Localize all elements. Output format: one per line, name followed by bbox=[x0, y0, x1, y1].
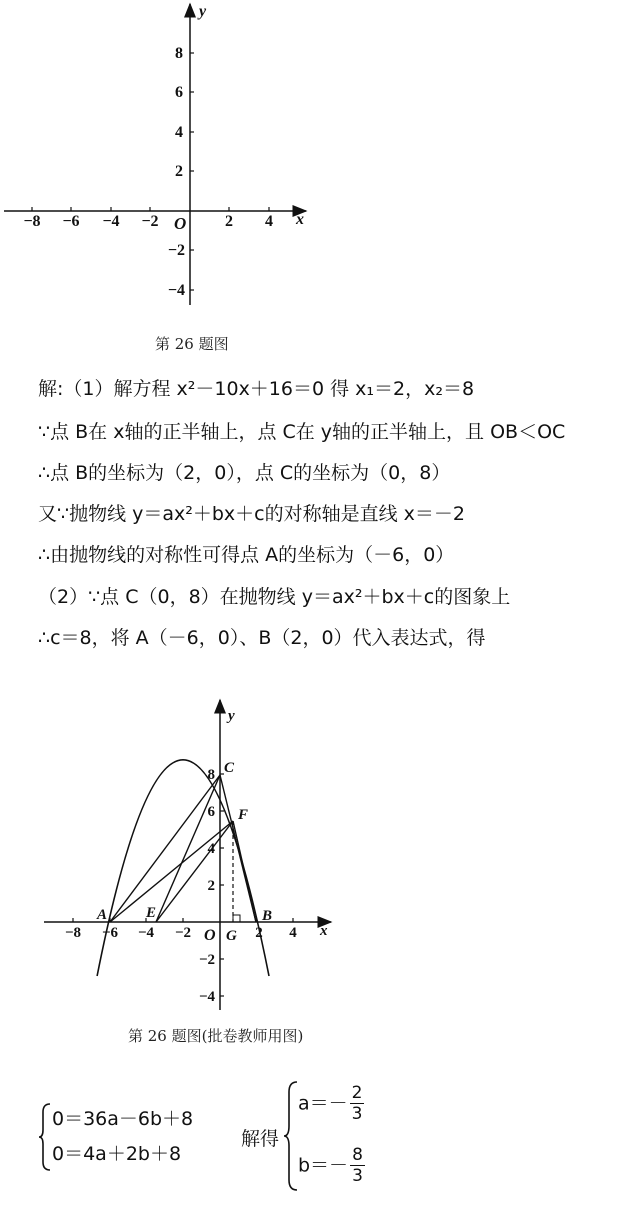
x-tick-label: 4 bbox=[289, 925, 297, 941]
point-label-f: F bbox=[238, 807, 249, 823]
x-tick-label: 2 bbox=[255, 925, 263, 941]
left-brace bbox=[38, 1102, 52, 1172]
solution-line-2: ∵点 B在 x轴的正半轴上，点 C在 y轴的正半轴上，且 OB＜OC bbox=[38, 421, 566, 443]
fraction-b-numerator: 8 bbox=[352, 1145, 363, 1165]
y-tick-label: 8 bbox=[207, 767, 215, 783]
fraction-a-numerator: 2 bbox=[351, 1083, 363, 1103]
figure-1-axes bbox=[0, 0, 640, 320]
fraction-a-denominator: 3 bbox=[351, 1104, 363, 1124]
solution-line-4: 又∵抛物线 y＝ax²＋bx＋c的对称轴是直线 x＝－2 bbox=[38, 503, 465, 525]
x-tick-label: −6 bbox=[101, 925, 119, 941]
fraction-a bbox=[350, 1083, 365, 1124]
figure-2-graph bbox=[0, 690, 640, 1020]
x-tick-label: 2 bbox=[225, 213, 233, 230]
fraction-b-denominator: 3 bbox=[352, 1166, 363, 1186]
x-tick-label: −6 bbox=[62, 213, 80, 230]
equation-2: 0＝4a＋2b＋8 bbox=[52, 1143, 182, 1165]
y-axis-label: y bbox=[199, 3, 207, 20]
solution-line-5: ∴由抛物线的对称性可得点 A的坐标为（－6，0） bbox=[38, 544, 455, 566]
equation-1: 0＝36a－6b＋8 bbox=[52, 1108, 194, 1130]
x-axis-label: x bbox=[320, 923, 328, 939]
y-tick-label: 4 bbox=[175, 124, 183, 141]
y-axis-label: y bbox=[228, 708, 235, 724]
fraction-b bbox=[350, 1145, 365, 1186]
x-tick-label: −8 bbox=[64, 925, 82, 941]
x-tick-label: −4 bbox=[137, 925, 155, 941]
solution-line-1: 解:（1）解方程 x²－10x＋16＝0 得 x₁＝2，x₂＝8 bbox=[38, 378, 475, 400]
solution-b-lhs: b＝－ bbox=[298, 1154, 349, 1177]
point-label-e: E bbox=[146, 905, 157, 921]
solve-label: 解得 bbox=[241, 1128, 280, 1150]
y-tick-label: 2 bbox=[175, 163, 183, 180]
solution-line-3: ∴点 B的坐标为（2，0），点 C的坐标为（0，8） bbox=[38, 462, 451, 484]
solution-a bbox=[298, 1083, 364, 1124]
y-tick-label: 2 bbox=[207, 878, 215, 894]
y-tick-label: 6 bbox=[207, 804, 215, 820]
y-tick-label: 6 bbox=[175, 84, 183, 101]
y-tick-label: −2 bbox=[167, 242, 185, 259]
x-tick-label: −2 bbox=[141, 213, 159, 230]
origin-label: O bbox=[174, 214, 187, 233]
y-tick-label: 4 bbox=[207, 841, 215, 857]
y-tick-label: −2 bbox=[198, 952, 215, 968]
figure-2-caption: 第 26 题图(批卷教师用图) bbox=[128, 1027, 304, 1045]
point-label-g: G bbox=[226, 928, 237, 944]
point-label-c: C bbox=[224, 760, 235, 776]
solution-line-6: （2）∵点 C（0，8）在抛物线 y＝ax²＋bx＋c的图象上 bbox=[38, 586, 511, 608]
x-tick-label: −8 bbox=[23, 213, 41, 230]
point-label-a: A bbox=[97, 907, 108, 923]
x-axis-label: x bbox=[296, 211, 304, 228]
origin-label: O bbox=[204, 927, 216, 944]
x-tick-label: −2 bbox=[174, 925, 192, 941]
y-tick-label: 8 bbox=[175, 45, 183, 62]
solution-line-7: ∴c＝8，将 A（－6，0）、B（2，0）代入表达式，得 bbox=[38, 627, 486, 649]
solution-a-lhs: a＝－ bbox=[298, 1092, 348, 1115]
solution-b bbox=[298, 1145, 365, 1186]
construction-lines bbox=[110, 775, 256, 922]
right-angle-mark bbox=[233, 915, 240, 922]
point-label-b: B bbox=[262, 908, 273, 924]
y-tick-label: −4 bbox=[167, 282, 185, 299]
x-tick-label: −4 bbox=[102, 213, 120, 230]
x-tick-label: 4 bbox=[265, 213, 273, 230]
figure-1-caption: 第 26 题图 bbox=[155, 335, 229, 353]
right-brace bbox=[283, 1080, 299, 1192]
y-tick-label: −4 bbox=[198, 989, 215, 1005]
